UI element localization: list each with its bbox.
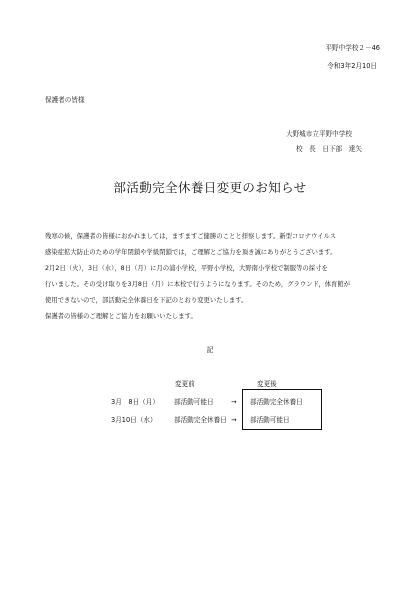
row-2-date: 3月10日（水） (111, 416, 157, 424)
row-2-arrow: → (231, 416, 237, 424)
addressee: 保護者の皆様 (45, 96, 85, 104)
before-header: 変更前 (175, 380, 195, 388)
body-paragraph-1-line-1: 残寒の候，保護者の皆様におかれましては，ますますご健勝のことと拝察します。新型コロナウイルス (45, 233, 337, 240)
body-paragraph-2-line-1: 2月2日（火），3日（水），8日（月）に月の浦小学校，平野小学校，大野南小学校で制服等の採寸を (45, 265, 328, 272)
page-title: 部活動完全休養日変更のお知らせ (113, 180, 307, 195)
sender-principal: 校 長 日下部 達矢 (296, 145, 362, 153)
row-1-before: 部活動可能日 (174, 398, 214, 406)
document-date: 令和3年2月10日 (327, 62, 377, 70)
row-2-after: 部活動可能日 (250, 416, 290, 424)
row-1-arrow: → (231, 398, 237, 406)
body-paragraph-2-line-2: 行いました。その受け取りを3月8日（月）に本校で行うようになります。そのため，グラウンド，体育館が (45, 281, 351, 288)
row-2-before: 部活動完全休養日 (174, 416, 227, 424)
body-paragraph-1-line-2: 感染症拡大防止のための学年閉鎖や学級閉鎖では，ご理解とご協力を頂き誠にありがとうございます。 (45, 249, 337, 256)
after-header: 変更後 (257, 380, 277, 388)
sender-school: 大野城市立平野中学校 (286, 130, 352, 138)
document-number: 平野中学校２－46 (325, 44, 380, 52)
ki-heading: 記 (206, 346, 214, 354)
body-paragraph-3-line-1: 保護者の皆様のご理解とご協力をお願いいたします。 (45, 313, 197, 320)
row-1-after: 部活動完全休養日 (250, 398, 303, 406)
row-1-date: 3月 8日（月） (111, 398, 159, 406)
body-paragraph-2-line-3: 使用できないので，部活動完全休養日を下記のとおり変更いたします。 (45, 297, 248, 304)
